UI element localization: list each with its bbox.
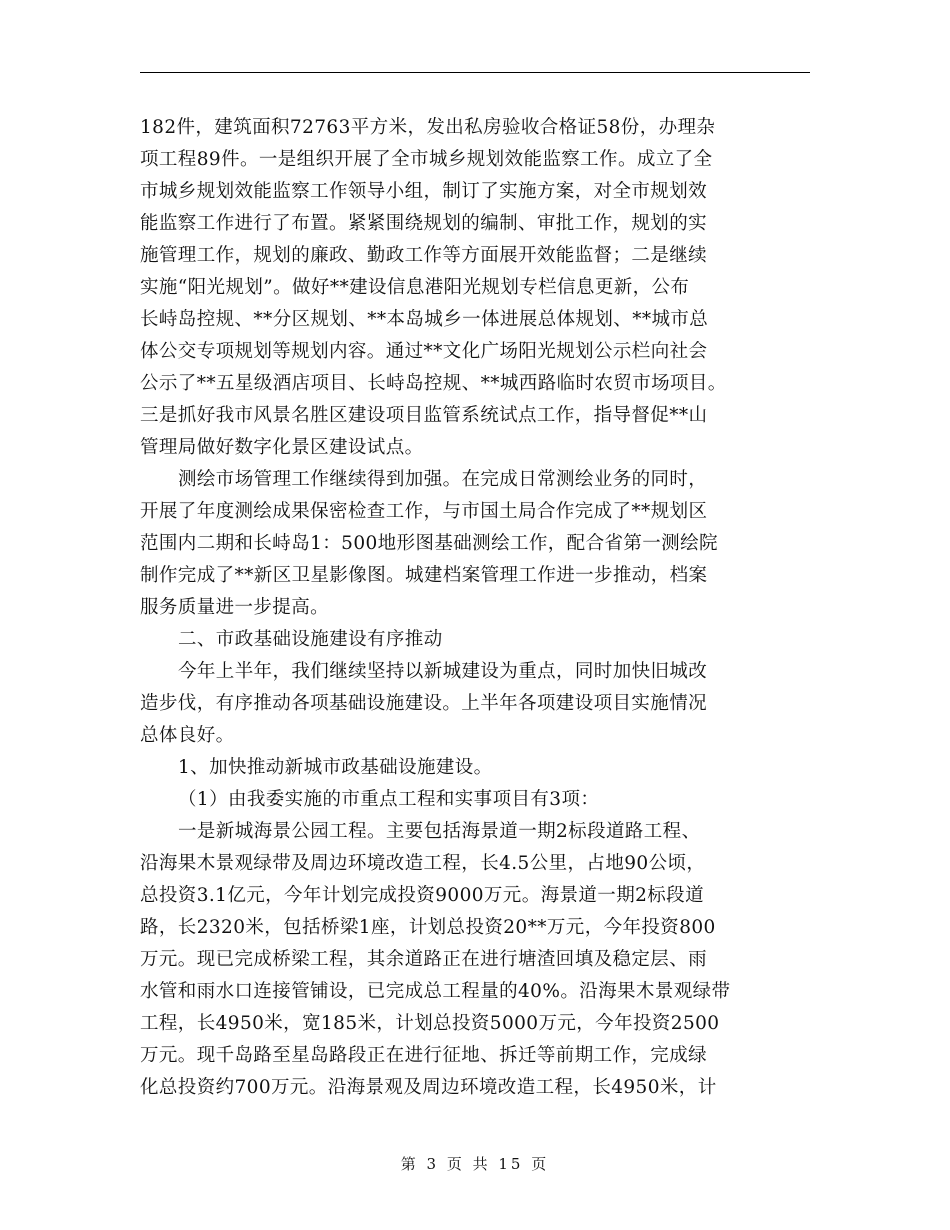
text-line: 沿海果木景观绿带及周边环境改造工程，长4.5公里，占地90公顷，: [140, 853, 706, 874]
text-line: 三是抓好我市风景名胜区建设项目监管系统试点工作，指导督促**山: [140, 405, 708, 426]
text-line: 路，长2320米，包括桥梁1座，计划总投资20**万元，今年投资800: [140, 917, 716, 938]
body-text: [140, 112, 810, 1104]
text-line: 项工程89件。一是组织开展了全市城乡规划效能监察工作。成立了全: [140, 149, 713, 170]
text-line: 总体良好。: [140, 725, 235, 746]
text-line: 管理局做好数字化景区建设试点。: [140, 437, 424, 458]
text-line: 一是新城海景公园工程。主要包括海景道一期2标段道路工程、: [178, 821, 701, 842]
header-rule: [140, 72, 810, 73]
text-line: 服务质量进一步提高。: [140, 597, 330, 618]
text-line: 万元。现千岛路至星岛路段正在进行征地、拆迁等前期工作，完成绿: [140, 1045, 708, 1066]
text-line: 体公交专项规划等规划内容。通过**文化广场阳光规划公示栏向社会: [140, 341, 708, 362]
text-line: （1）由我委实施的市重点工程和实事项目有3项：: [178, 789, 600, 810]
text-line: 万元。现已完成桥梁工程，其余道路正在进行塘渣回填及稳定层、雨: [140, 949, 708, 970]
section-heading: 二、市政基础设施建设有序推动: [178, 629, 443, 650]
text-line: 长峙岛控规、**分区规划、**本岛城乡一体进展总体规划、**城市总: [140, 309, 709, 330]
text-line: 今年上半年，我们继续坚持以新城建设为重点，同时加快旧城改: [178, 661, 708, 682]
text-line: 化总投资约700万元。沿海景观及周边环境改造工程，长4950米，计: [140, 1077, 717, 1098]
page-number: 第 3 页 共 15 页: [400, 1155, 550, 1173]
subsection-heading: 1、加快推动新城市政基础设施建设。: [178, 757, 493, 778]
text-line: 公示了**五星级酒店项目、长峙岛控规、**城西路临时农贸市场项目。: [140, 373, 727, 394]
text-line: 182件，建筑面积72763平方米，发出私房验收合格证58份，办理杂: [140, 117, 716, 138]
text-line: 测绘市场管理工作继续得到加强。在完成日常测绘业务的同时，: [178, 469, 708, 490]
text-line: 范围内二期和长峙岛1：500地形图基础测绘工作，配合省第一测绘院: [140, 533, 718, 554]
text-line: 造步伐，有序推动各项基础设施建设。上半年各项建设项目实施情况: [140, 693, 708, 714]
text-line: 实施“阳光规划”。做好**建设信息港阳光规划专栏信息更新，公布: [140, 277, 690, 298]
text-line: 开展了年度测绘成果保密检查工作，与市国土局合作完成了**规划区: [140, 501, 708, 522]
text-line: 工程，长4950米，宽185米，计划总投资5000万元，今年投资2500: [140, 1013, 720, 1034]
text-line: 水管和雨水口连接管铺设，已完成总工程量的40%。沿海果木景观绿带: [140, 981, 731, 1002]
text-line: 施管理工作，规划的廉政、勤政工作等方面展开效能监督；二是继续: [140, 245, 708, 266]
text-line: 总投资3.1亿元，今年计划完成投资9000万元。海景道一期2标段道: [140, 885, 704, 906]
text-line: 市城乡规划效能监察工作领导小组，制订了实施方案，对全市规划效: [140, 181, 708, 202]
text-line: 能监察工作进行了布置。紧紧围绕规划的编制、审批工作，规划的实: [140, 213, 708, 234]
text-line: 制作完成了**新区卫星影像图。城建档案管理工作进一步推动，档案: [140, 565, 708, 586]
